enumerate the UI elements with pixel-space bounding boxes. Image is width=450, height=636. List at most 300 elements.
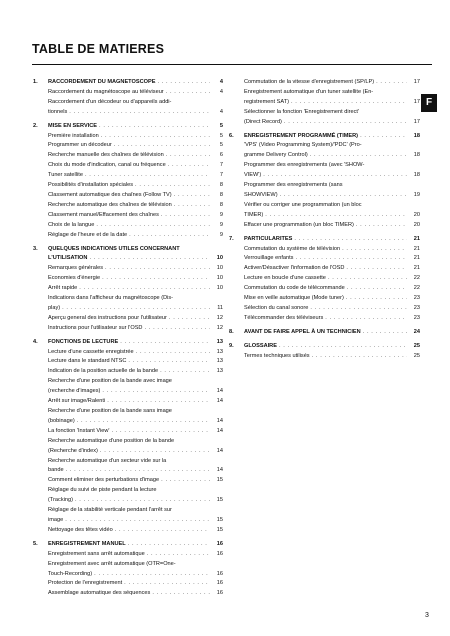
toc-entry [33, 377, 223, 397]
entry-title: Programmer un décodeur [48, 142, 112, 149]
entry-title: Commutation du système de télévision [244, 245, 341, 252]
entry-page: 21 [413, 255, 420, 262]
entry-title: SHOWVIEW) [244, 191, 278, 198]
entry-line: Recherche d'une position de la bande avec image [48, 378, 172, 385]
toc-entry [229, 78, 420, 88]
entry-title: Instructions pour l'utilisateur sur l'OSD [48, 324, 143, 331]
section-number: 4. [33, 338, 38, 345]
toc-entry [33, 284, 223, 294]
entry-page: 6 [219, 152, 223, 159]
entry-page: 15 [216, 497, 223, 504]
entry-page: 18 [413, 152, 420, 159]
entry-title: Recherche automatique des chaînes de télévision [48, 201, 172, 208]
entry-row [244, 254, 420, 264]
dot-leader [77, 417, 210, 427]
entry-title: Réglage de l'heure et de la date [48, 231, 128, 238]
entry-row [48, 570, 223, 580]
dot-leader [295, 254, 407, 264]
section-page: 24 [413, 328, 420, 335]
entry-row [48, 357, 223, 367]
entry-row [244, 221, 420, 231]
entry-row [48, 466, 223, 476]
entry-title: La fonction 'Instant View' [48, 427, 110, 434]
entry-line: Raccordement d'un décodeur ou d'appareils addi- [48, 98, 172, 105]
toc-entry [33, 314, 223, 324]
entry-row [48, 397, 223, 407]
entry-title: TIMER) [244, 211, 264, 218]
section-heading [33, 78, 223, 88]
toc-entry [33, 579, 223, 589]
entry-row [48, 108, 223, 118]
entry-page: 21 [413, 265, 420, 272]
entry-line: Vérifier ou corriger une programmation (un bloc [244, 201, 362, 208]
entry-title: (recherche d'images) [48, 388, 101, 395]
entry-row [48, 161, 223, 171]
toc-entry [33, 274, 223, 284]
toc-entry [33, 141, 223, 151]
section-heading [33, 338, 223, 348]
entry-row [48, 141, 223, 151]
entry-row [48, 324, 223, 334]
entry-page: 5 [219, 132, 223, 139]
entry-row [244, 118, 420, 128]
entry-page: 14 [216, 388, 223, 395]
entry-line: Recherche automatique d'une position de la bande [48, 437, 175, 444]
dot-leader [169, 314, 210, 324]
dot-leader [69, 108, 210, 118]
dot-leader [291, 98, 407, 108]
dot-leader [65, 516, 210, 526]
entry-page: 10 [216, 285, 223, 292]
toc-entry [33, 171, 223, 181]
dot-leader [360, 132, 407, 142]
entry-row [244, 78, 420, 88]
entry-title: Sélection du canal sonore [244, 304, 309, 311]
toc-entry [33, 550, 223, 560]
entry-title: (Tracking) [48, 497, 73, 504]
toc-entry [229, 284, 420, 294]
entry-row [48, 201, 223, 211]
entry-title: bande [48, 467, 64, 474]
dot-leader [265, 211, 407, 221]
dot-leader [75, 496, 210, 506]
entry-page: 13 [216, 368, 223, 375]
entry-page: 22 [413, 275, 420, 282]
entry-page: 23 [413, 295, 420, 302]
entry-title: Nettoyage des têtes vidéo [48, 526, 113, 533]
dot-leader [62, 304, 210, 314]
entry-row [48, 550, 223, 560]
entry-page: 20 [413, 221, 420, 228]
entry-title: Première installation [48, 132, 99, 139]
entry-row [48, 579, 223, 589]
entry-page: 11 [217, 304, 223, 311]
entry-title: Arrêt sur image/Ralenti [48, 398, 106, 405]
entry-line: Programmer des enregistrements (avec 'SHOW- [244, 162, 365, 169]
entry-title: Choix de la langue [48, 221, 95, 228]
entry-title: Classement manuel/Effacement des chaînes [48, 211, 159, 218]
page-number: 3 [425, 612, 429, 619]
toc-entry [33, 427, 223, 437]
entry-row [48, 274, 223, 284]
toc-section [33, 338, 223, 536]
entry-row [244, 171, 420, 181]
toc-right-column [229, 78, 420, 365]
entry-row [48, 476, 223, 486]
toc-entry [33, 486, 223, 506]
dot-leader [100, 447, 210, 457]
toc-entry [33, 324, 223, 334]
toc-entry [229, 352, 420, 362]
entry-row [48, 231, 223, 241]
toc-entry [229, 201, 420, 221]
entry-line: Sélectionner la fonction 'Enregistrement direct' [244, 108, 360, 115]
entry-page: 10 [216, 265, 223, 272]
entry-title: (bobinage) [48, 417, 75, 424]
toc-entry [33, 294, 223, 314]
section-heading [33, 122, 223, 132]
toc-section [33, 540, 223, 599]
dot-leader [376, 78, 407, 88]
entry-title: Protection de l'enregistrement [48, 580, 123, 587]
dot-leader [102, 274, 210, 284]
section-title: RACCORDEMENT DU MAGNETOSCOPE [48, 79, 156, 85]
toc-entry [33, 181, 223, 191]
toc-entry [33, 407, 223, 427]
entry-row [48, 367, 223, 377]
section-number: 9. [229, 342, 234, 349]
toc-entry [229, 108, 420, 128]
section-title: PARTICULARITES [244, 235, 293, 242]
section-number: 8. [229, 328, 234, 335]
entry-row [48, 171, 223, 181]
entry-row [48, 447, 223, 457]
toc-entry [33, 476, 223, 486]
section-page: 13 [216, 338, 223, 345]
entry-row [48, 132, 223, 142]
entry-page: 23 [413, 304, 420, 311]
entry-title: Raccordement du magnétoscope au téléviseur [48, 88, 164, 95]
entry-row [244, 274, 420, 284]
entry-title: Termes techniques utilisés [244, 352, 310, 359]
entry-title: L'UTILISATION [48, 255, 88, 262]
entry-title: Lecture d'une cassette enregistrée [48, 348, 134, 355]
dot-leader [136, 348, 210, 358]
section-heading [229, 342, 420, 352]
entry-title: Commutation du code de télécommande [244, 285, 345, 292]
section-number: 6. [229, 132, 234, 139]
toc-entry [229, 221, 420, 231]
entry-row [244, 98, 420, 108]
section-number: 3. [33, 245, 38, 252]
section-heading [229, 328, 420, 338]
entry-line: Enregistrement automatique d'un tuner satellite (En- [244, 88, 374, 95]
dot-leader [120, 338, 210, 348]
entry-page: 18 [413, 172, 420, 179]
toc-entry [229, 88, 420, 108]
entry-title: registrement SAT) [244, 98, 289, 105]
dot-leader [102, 387, 210, 397]
section-heading [33, 245, 223, 255]
dot-leader [174, 191, 210, 201]
entry-row [48, 221, 223, 231]
dot-leader [342, 245, 407, 255]
entry-page: 8 [219, 182, 223, 189]
entry-row [244, 352, 420, 362]
entry-row [48, 191, 223, 201]
entry-title: Indication de la position actuelle de la bande [48, 368, 159, 375]
toc-left-column [33, 78, 223, 603]
toc-entry [229, 274, 420, 284]
section-page: 18 [413, 132, 420, 139]
entry-page: 20 [413, 211, 420, 218]
entry-title: gramme Delivery Control) [244, 152, 308, 159]
dot-leader [66, 466, 210, 476]
dot-leader [101, 132, 210, 142]
dot-leader [107, 397, 210, 407]
dot-leader [356, 221, 407, 231]
dot-leader [128, 540, 210, 550]
section-title: GLOSSAIRE [244, 342, 277, 349]
entry-row [48, 88, 223, 98]
entry-line: 'VPS' (Video Programming System)/'PDC' (Pro- [244, 142, 362, 149]
entry-title: Effacer une programmation (un bloc TIMER) [244, 221, 354, 228]
entry-title: Classement automatique des chaînes (Follow TV) [48, 191, 172, 198]
section-title: QUELQUES INDICATIONS UTILES CONCERNANT [48, 245, 180, 252]
entry-page: 16 [216, 570, 223, 577]
title-divider [32, 64, 432, 65]
section-title: MISE EN SERVICE [48, 122, 98, 129]
dot-leader [346, 264, 407, 274]
entry-title: Lecture dans le standard NTSC [48, 358, 127, 365]
toc-entry [33, 254, 223, 264]
toc-entry [33, 264, 223, 274]
section-number: 7. [229, 235, 234, 242]
toc-entry [229, 264, 420, 274]
toc-entry [33, 367, 223, 377]
toc-entry [33, 560, 223, 580]
toc-entry [229, 141, 420, 161]
dot-leader [310, 151, 407, 161]
toc-entry [33, 98, 223, 118]
dot-leader [124, 579, 210, 589]
dot-leader [94, 570, 210, 580]
entry-title: Touch-Recording) [48, 570, 93, 577]
entry-page: 9 [219, 211, 223, 218]
entry-row [244, 264, 420, 274]
entry-page: 14 [216, 398, 223, 405]
entry-title: Enregistrement sans arrêt automatique [48, 550, 145, 557]
entry-line: Réglage de la stabilité verticale pendant l'arrêt sur [48, 507, 172, 514]
section-heading [229, 235, 420, 245]
entry-page: 10 [216, 255, 223, 262]
section-page: 25 [413, 342, 420, 349]
entry-title: Choix du mode d'indication, canal ou fréquence [48, 162, 166, 169]
entry-page: 15 [216, 526, 223, 533]
entry-line: Programmer des enregistrements (sans [244, 182, 343, 189]
dot-leader [363, 328, 407, 338]
entry-page: 8 [219, 201, 223, 208]
toc-entry [229, 294, 420, 304]
dot-leader [284, 118, 407, 128]
toc-entry [33, 357, 223, 367]
entry-line: Indications dans l'afficheur du magnétoscope (Dis- [48, 295, 174, 302]
entry-row [244, 304, 420, 314]
entry-page: 19 [413, 191, 420, 198]
entry-page: 15 [216, 477, 223, 484]
section-number: 5. [33, 540, 38, 547]
dot-leader [111, 427, 210, 437]
entry-title: Possibilités d'installation spéciales [48, 182, 134, 189]
dot-leader [144, 324, 210, 334]
section-title: ENREGISTREMENT PROGRAMMÉ (TIMER) [244, 132, 359, 139]
entry-page: 22 [413, 285, 420, 292]
entry-page: 16 [216, 580, 223, 587]
dot-leader [89, 254, 210, 264]
entry-page: 9 [219, 231, 223, 238]
entry-page: 14 [216, 417, 223, 424]
entry-page: 23 [413, 314, 420, 321]
language-tab: F [421, 94, 437, 112]
entry-title: Télécommander des téléviseurs [244, 314, 324, 321]
entry-row [48, 254, 223, 264]
entry-title: Arrêt rapide [48, 285, 78, 292]
entry-row [48, 516, 223, 526]
toc-section [33, 245, 223, 334]
entry-row [244, 191, 420, 201]
section-title: FONCTIONS DE LECTURE [48, 338, 119, 345]
section-page: 4 [219, 79, 223, 85]
entry-page: 14 [216, 467, 223, 474]
section-number: 2. [33, 122, 38, 129]
dot-leader [294, 235, 407, 245]
toc-entry [33, 151, 223, 161]
dot-leader [328, 274, 407, 284]
entry-page: 25 [413, 352, 420, 359]
entry-page: 7 [219, 162, 223, 169]
entry-row [48, 427, 223, 437]
entry-row [244, 314, 420, 324]
toc-entry [33, 191, 223, 201]
dot-leader [157, 78, 210, 88]
dot-leader [105, 264, 210, 274]
dot-leader [79, 284, 210, 294]
section-heading [229, 132, 420, 142]
entry-title: (Direct Record) [244, 118, 282, 125]
toc-entry [229, 254, 420, 264]
dot-leader [325, 314, 407, 324]
section-title: AVANT DE FAIRE APPEL À UN TECHNICIEN [244, 328, 361, 335]
entry-line: Réglage du suivi de piste pendant la lecture [48, 487, 157, 494]
dot-leader [96, 221, 210, 231]
toc-entry [229, 161, 420, 181]
toc-section [229, 78, 420, 128]
toc-section [229, 328, 420, 338]
toc-entry [33, 88, 223, 98]
toc-section [33, 78, 223, 118]
entry-title: Tuner satellite [48, 172, 83, 179]
dot-leader [147, 550, 210, 560]
section-number: 1. [33, 79, 38, 85]
entry-line: Enregistrement avec arrêt automatique (OTR=One- [48, 560, 176, 567]
entry-row [48, 284, 223, 294]
entry-page: 21 [413, 245, 420, 252]
entry-row [48, 387, 223, 397]
entry-page: 17 [413, 79, 420, 85]
entry-title: tionnels [48, 108, 68, 115]
dot-leader [129, 231, 210, 241]
dot-leader [347, 284, 407, 294]
entry-title: Remarques générales [48, 265, 104, 272]
dot-leader [310, 304, 407, 314]
entry-title: Economies d'énergie [48, 275, 101, 282]
toc-entry [33, 506, 223, 526]
toc-section [229, 132, 420, 231]
entry-title: VIEW') [244, 172, 262, 179]
toc-entry [33, 161, 223, 171]
toc-entry [33, 348, 223, 358]
entry-page: 16 [216, 590, 223, 597]
toc-section [33, 122, 223, 241]
toc-entry [33, 221, 223, 231]
entry-row [48, 589, 223, 599]
entry-page: 8 [219, 191, 223, 198]
toc-entry [33, 201, 223, 211]
toc-entry [33, 526, 223, 536]
dot-leader [85, 171, 210, 181]
entry-page: 13 [216, 358, 223, 365]
toc-entry [33, 211, 223, 221]
dot-leader [279, 342, 407, 352]
dot-leader [263, 171, 407, 181]
toc-entry [33, 132, 223, 142]
section-page: 21 [413, 235, 420, 242]
entry-title: Verrouillage enfants [244, 255, 294, 262]
entry-page: 15 [216, 516, 223, 523]
toc-entry [33, 589, 223, 599]
dot-leader [114, 141, 210, 151]
entry-title: Aperçu general des instructions pour l'utilisateur [48, 314, 167, 321]
entry-row [48, 264, 223, 274]
entry-page: 7 [219, 172, 223, 179]
toc-entry [33, 437, 223, 457]
toc-section [229, 342, 420, 362]
entry-title: Comment eliminer des perturbations d'image [48, 477, 160, 484]
dot-leader [280, 191, 407, 201]
section-page: 16 [216, 540, 223, 547]
entry-title: Activer/Désactiver l'information de l'OSD [244, 265, 345, 272]
toc-entry [229, 181, 420, 201]
entry-page: 12 [216, 314, 223, 321]
entry-row [244, 151, 420, 161]
toc-entry [33, 231, 223, 241]
entry-page: 10 [216, 275, 223, 282]
entry-row [48, 526, 223, 536]
dot-leader [128, 357, 210, 367]
page-title: TABLE DE MATIERES [32, 42, 165, 56]
entry-title: image [48, 516, 64, 523]
dot-leader [166, 151, 210, 161]
section-heading [33, 540, 223, 550]
dot-leader [166, 88, 210, 98]
toc-entry [229, 245, 420, 255]
dot-leader [152, 589, 210, 599]
entry-row [48, 417, 223, 427]
dot-leader [174, 201, 210, 211]
dot-leader [135, 181, 210, 191]
dot-leader [115, 526, 210, 536]
entry-page: 16 [216, 550, 223, 557]
